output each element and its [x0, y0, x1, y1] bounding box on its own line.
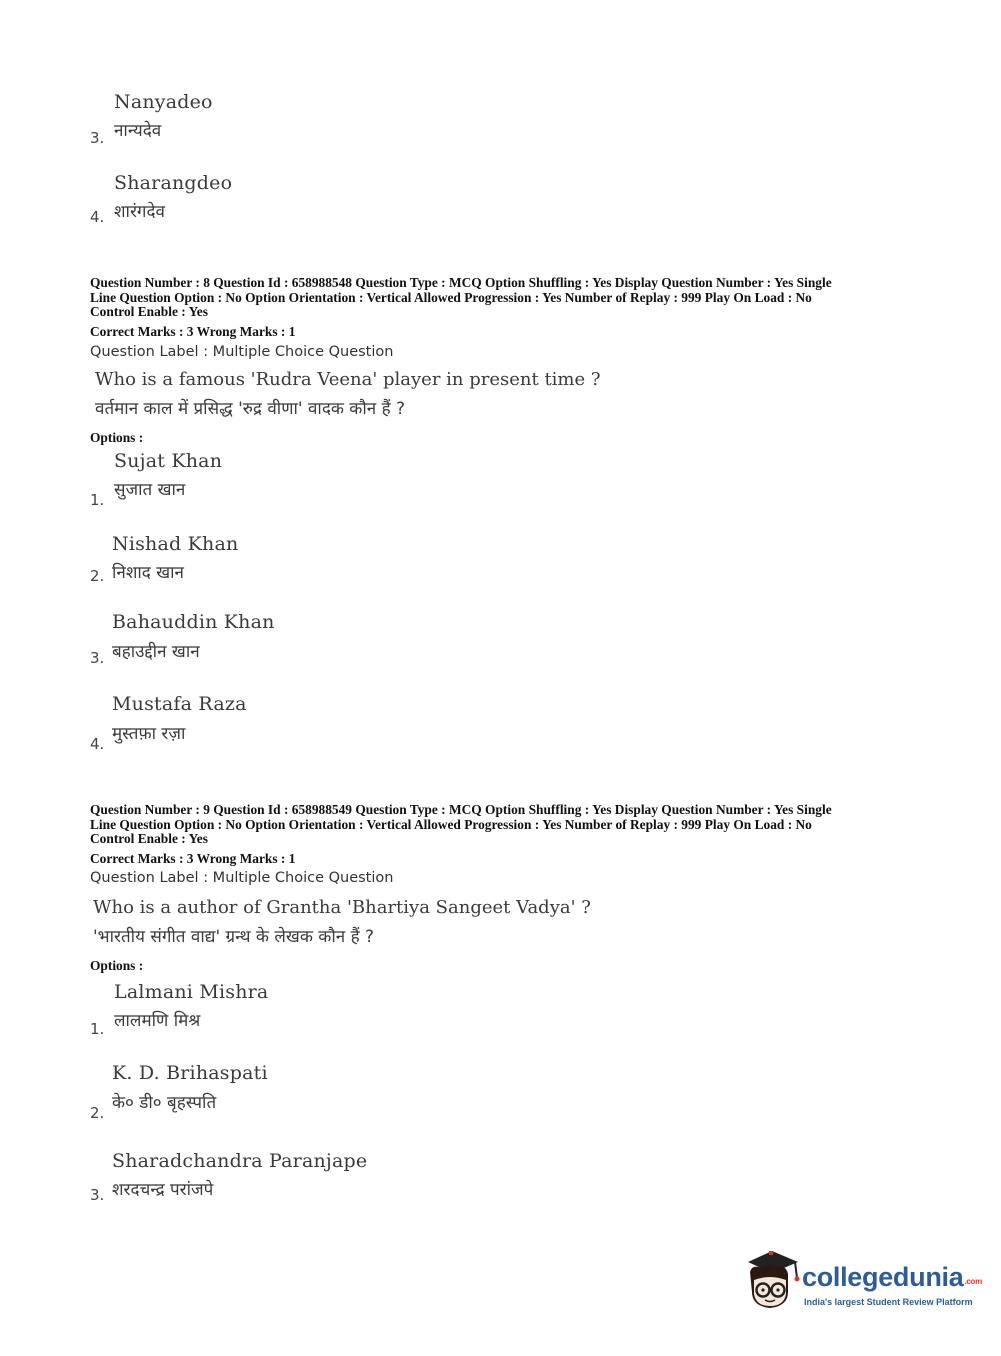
question-8-option-1-hindi: सुजात खान — [114, 480, 186, 500]
question-8-options-label: Options : — [90, 430, 144, 445]
question-9-option-3-number: 3. — [90, 1186, 105, 1204]
option-3-english: Nanyadeo — [114, 91, 213, 113]
question-8-option-4-english: Mustafa Raza — [112, 693, 247, 715]
logo-tagline: India's largest Student Review Platform — [804, 1297, 973, 1307]
logo-wordmark — [802, 1262, 982, 1293]
option-3-hindi: नान्यदेव — [114, 121, 162, 141]
question-8-meta-line-2: Line Question Option : No Option Orientation : Vertical Allowed Progression : Yes Number of Replay : 999 Play On Load : No — [90, 289, 812, 305]
question-8-option-2-english: Nishad Khan — [112, 533, 239, 555]
question-9-option-3-english: Sharadchandra Paranjape — [112, 1150, 368, 1172]
question-9-meta-line-3: Control Enable : Yes — [90, 831, 208, 847]
question-8-meta-line-1: Question Number : 8 Question Id : 658988548 Question Type : MCQ Option Shuffling : Yes Display Question Number : Yes Single — [90, 275, 832, 290]
question-8-marks: Correct Marks : 3 Wrong Marks : 1 — [90, 324, 296, 339]
question-8-text-english: Who is a famous 'Rudra Veena' player in present time ? — [95, 369, 601, 390]
question-8-option-2-hindi: निशाद खान — [112, 563, 184, 583]
question-9-text-english: Who is a author of Grantha 'Bhartiya Sangeet Vadya' ? — [93, 897, 591, 918]
logo-suffix: .com — [964, 1277, 982, 1286]
question-9-option-2-english: K. D. Brihaspati — [112, 1062, 268, 1084]
question-8-option-3-hindi: बहाउद्दीन खान — [112, 642, 200, 662]
question-8-option-1-number: 1. — [90, 491, 105, 509]
student-mascot-icon — [742, 1248, 804, 1320]
question-9-meta — [90, 803, 920, 847]
question-9-option-3-hindi: शरदचन्द्र परांजपे — [112, 1180, 214, 1200]
collegedunia-logo[interactable] — [742, 1248, 982, 1318]
logo-name: collegedunia — [802, 1262, 964, 1292]
question-9-marks: Correct Marks : 3 Wrong Marks : 1 — [90, 851, 296, 866]
question-8-option-3-english: Bahauddin Khan — [112, 611, 275, 633]
option-4-english: Sharangdeo — [114, 172, 233, 194]
question-8-meta — [90, 276, 920, 320]
option-4-number: 4. — [90, 208, 105, 226]
question-9-option-1-hindi: लालमणि मिश्र — [114, 1011, 201, 1031]
question-9-meta-line-2: Line Question Option : No Option Orientation : Vertical Allowed Progression : Yes Number of Replay : 999 Play On Load : No — [90, 816, 812, 832]
question-9-label: Question Label : Multiple Choice Question — [90, 870, 394, 886]
question-8-option-3-number: 3. — [90, 649, 105, 667]
question-9-option-2-hindi: के० डी० बृहस्पति — [112, 1093, 217, 1113]
option-3-number: 3. — [90, 129, 105, 147]
question-9-options-label: Options : — [90, 958, 144, 973]
question-8-text-hindi: वर्तमान काल में प्रसिद्ध 'रुद्र वीणा' वादक कौन हैं ? — [95, 399, 406, 419]
question-8-option-2-number: 2. — [90, 567, 105, 585]
question-8-label: Question Label : Multiple Choice Question — [90, 344, 394, 360]
question-8-option-4-number: 4. — [90, 735, 105, 753]
question-9-meta-line-1: Question Number : 9 Question Id : 658988549 Question Type : MCQ Option Shuffling : Yes Display Question Number : Yes Single — [90, 802, 832, 817]
question-9-option-1-english: Lalmani Mishra — [114, 981, 269, 1003]
question-9-option-1-number: 1. — [90, 1020, 105, 1038]
question-9-option-2-number: 2. — [90, 1104, 105, 1122]
option-4-hindi: शारंगदेव — [114, 202, 165, 222]
question-8-option-1-english: Sujat Khan — [114, 450, 223, 472]
question-8-meta-line-3: Control Enable : Yes — [90, 304, 208, 320]
question-9-text-hindi: 'भारतीय संगीत वाद्य' ग्रन्थ के लेखक कौन हैं ? — [93, 927, 375, 947]
question-8-option-4-hindi: मुस्तफ़ा रज़ा — [112, 724, 186, 744]
